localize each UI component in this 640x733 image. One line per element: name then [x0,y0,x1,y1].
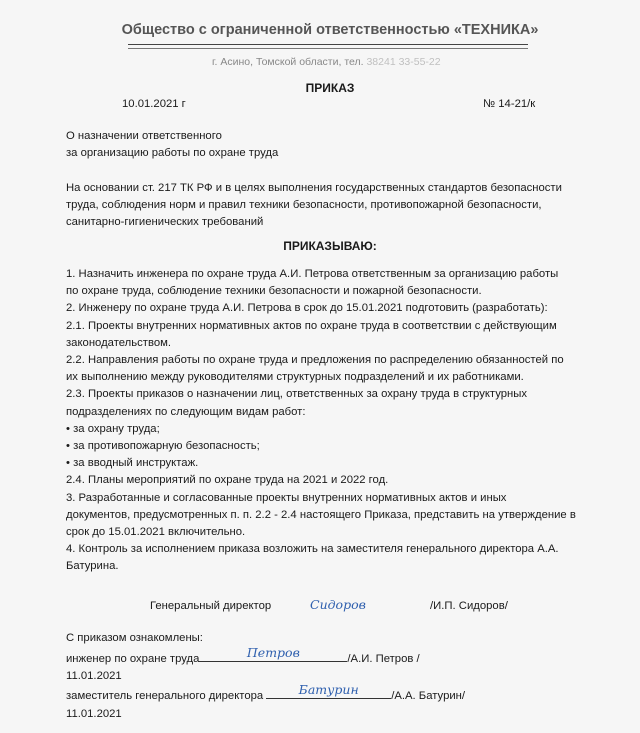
body-line: 2.4. Планы мероприятий по охране труда на 2021 и 2022 год. [66,474,389,487]
director-name: /И.П. Сидоров/ [430,600,508,612]
ack-name: /А.И. Петров / [347,653,420,665]
body-line: 2.3. Проекты приказов о назначении лиц, ответственных за охрану труда в структурных [66,388,528,401]
document-date: 10.01.2021 г [122,98,186,110]
address-text: г. Асино, Томской области, тел. [212,56,364,68]
organization-name: Общество с ограниченной ответственностью «ТЕХНИКА» [121,22,539,38]
basis-line: санитарно-гигиенических требований [66,216,264,229]
deputy-signature: Батурин [298,682,359,697]
body-line: • за вводный инструктаж. [66,457,199,470]
body-line: • за охрану труда; [66,422,160,435]
body-line: законодательством. [66,336,172,349]
order-body [66,266,601,576]
ack-row-engineer [66,647,420,668]
order-subject [66,128,601,162]
ack-row-deputy [66,684,465,705]
order-heading: ПРИКАЗЫВАЮ: [283,239,377,253]
director-signature: Сидоров [310,597,366,612]
engineer-signature: Петров [246,645,300,660]
ack-name: /А.А. Батурин/ [391,690,466,702]
signature-line [199,647,347,662]
body-line: по охране труда, соблюдение техники безопасности и пожарной безопасности. [66,285,482,298]
ack-date: 11.01.2021 [66,670,122,682]
body-line: 1. Назначить инженера по охране труда А.И. Петрова ответственным за организацию работы [66,268,559,280]
subject-line: за организацию работы по охране труда [66,147,279,160]
address-phone: 38241 33-55-22 [363,56,441,68]
body-line: 3. Разработанные и согласованные проекты внутренних нормативных актов и иных [66,491,507,504]
body-line: • за противопожарную безопасность; [66,440,260,453]
signature-line [266,684,391,699]
body-line: 2. Инженеру по охране труда А.И. Петрова в срок до 15.01.2021 подготовить (разработать): [66,302,548,315]
body-line: срок до 15.01.2021 включительно. [66,526,246,539]
subject-line: О назначении ответственного [66,130,222,142]
body-line: 2.1. Проекты внутренних нормативных актов по охране труда в соответствии с действующим [66,319,557,332]
body-line: подразделениях по следующим видам работ: [66,405,306,418]
body-line: 2.2. Направления работы по охране труда и предложения по распределению обязанностей по [66,354,564,367]
body-line: 4. Контроль за исполнением приказа возложить на заместителя генерального директора А.А. [66,543,559,556]
header-rule-bottom [128,48,528,49]
body-line: Батурина. [66,560,119,573]
director-position: Генеральный директор [150,600,272,612]
basis-line: На основании ст. 217 ТК РФ и в целях выполнения государственных стандартов безопасности [66,182,562,194]
body-line: их выполнению между руководителями структурных подразделений и их работниками. [66,371,524,384]
document-number: № 14-21/к [483,98,536,110]
organization-address [212,56,441,69]
body-line: документов, предусмотренных п. п. 2.2 - 2.4 настоящего Приказа, представить на утверждение в [66,508,576,521]
document-title: ПРИКАЗ [305,81,355,95]
ack-position: заместитель генерального директора [66,690,264,702]
basis-line: труда, соблюдения норм и правил техники безопасности, противопожарной безопасности, [66,199,542,212]
ack-date: 11.01.2021 [66,708,122,720]
ack-position: инженер по охране труда [66,653,200,665]
acknowledgement-heading: С приказом ознакомлены: [66,632,203,644]
order-basis [66,180,601,232]
header-rule-top [128,44,528,45]
